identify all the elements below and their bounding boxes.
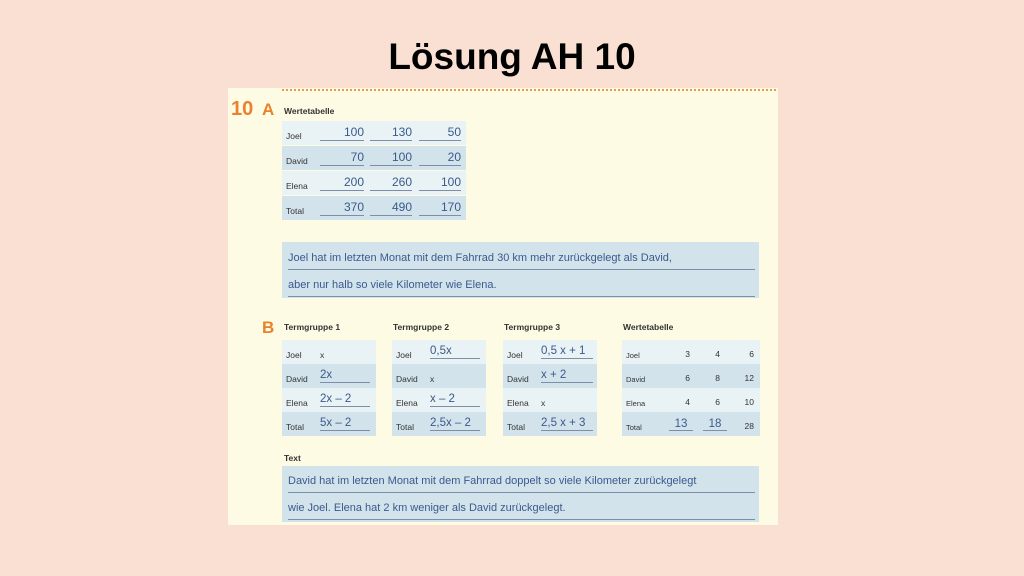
table-cell: 28: [744, 421, 754, 431]
table-cell: 130: [370, 125, 412, 141]
table-cell: 20: [419, 150, 461, 166]
row-label: Total: [507, 422, 525, 432]
table-cell: 200: [320, 175, 364, 191]
table-row: [622, 388, 760, 412]
row-label: David: [626, 375, 646, 384]
part-b-text-heading: Text: [284, 453, 301, 463]
term-value: 2x: [320, 369, 370, 383]
term-value: 2,5x – 2: [430, 417, 480, 431]
table-cell: 10: [744, 397, 754, 407]
table-row: [282, 146, 466, 170]
table-cell: 6: [685, 373, 690, 383]
term-value: 5x – 2: [320, 417, 370, 431]
table-cell: 370: [320, 200, 364, 216]
termgruppe-2-heading: Termgruppe 2: [393, 322, 450, 332]
part-b-letter: B: [262, 318, 275, 337]
table-row: [392, 364, 486, 388]
table-row: [282, 388, 376, 412]
row-label: David: [396, 374, 418, 384]
row-label: David: [286, 156, 308, 166]
table-cell: 4: [715, 349, 720, 359]
row-label: Total: [626, 423, 642, 432]
exercise-number: 10: [231, 98, 254, 120]
term-value: 0,5x: [430, 345, 480, 359]
table-row: [282, 364, 376, 388]
table-cell: 12: [744, 373, 754, 383]
row-label: Elena: [286, 181, 308, 191]
table-row: [392, 340, 486, 364]
table-cell: 100: [370, 150, 412, 166]
table-cell: 13: [669, 418, 693, 431]
table-cell: 6: [749, 349, 754, 359]
table-row: [282, 412, 376, 436]
table-row: [282, 171, 466, 195]
table-row: [622, 364, 760, 388]
row-label: Total: [286, 422, 304, 432]
table-row: [503, 364, 597, 388]
table-row: [392, 388, 486, 412]
answer-line: aber nur halb so viele Kilometer wie Elena.: [288, 274, 755, 297]
row-label: Elena: [507, 398, 529, 408]
table-cell: 260: [370, 175, 412, 191]
table-cell: 100: [320, 125, 364, 141]
row-label: Elena: [396, 398, 418, 408]
table-row: [503, 388, 597, 412]
dotted-divider: [282, 89, 776, 91]
table-cell: 490: [370, 200, 412, 216]
table-row: [282, 121, 466, 145]
table-row: [282, 340, 376, 364]
row-label: Joel: [286, 131, 302, 141]
term-value: 0,5 x + 1: [541, 345, 593, 359]
table-row: [392, 412, 486, 436]
answer-line: wie Joel. Elena hat 2 km weniger als David zurückgelegt.: [288, 497, 755, 520]
row-label: David: [507, 374, 529, 384]
table-row: [503, 412, 597, 436]
part-b-answer-box: [282, 466, 759, 522]
answer-line: David hat im letzten Monat mit dem Fahrrad doppelt so viele Kilometer zurückgelegt: [288, 470, 755, 493]
table-cell: 70: [320, 150, 364, 166]
termgruppe-1-heading: Termgruppe 1: [284, 322, 341, 332]
term-value: x + 2: [541, 369, 593, 383]
row-label: Joel: [286, 350, 302, 360]
table-cell: 3: [685, 349, 690, 359]
part-b-wertetabelle-heading: Wertetabelle: [623, 322, 674, 332]
table-row: [622, 340, 760, 364]
page-title: Lösung AH 10: [388, 36, 636, 77]
row-label: David: [286, 374, 308, 384]
term-value: x: [430, 374, 435, 384]
table-row: [622, 412, 760, 436]
table-row: [282, 196, 466, 220]
table-row: [503, 340, 597, 364]
term-value: x: [320, 350, 325, 360]
table-cell: 4: [685, 397, 690, 407]
row-label: Elena: [626, 399, 646, 408]
row-label: Joel: [396, 350, 412, 360]
term-value: 2x – 2: [320, 393, 370, 407]
row-label: Total: [286, 206, 304, 216]
answer-line: Joel hat im letzten Monat mit dem Fahrrad 30 km mehr zurückgelegt als David,: [288, 247, 755, 270]
term-value: 2,5 x + 3: [541, 417, 593, 431]
row-label: Joel: [507, 350, 523, 360]
termgruppe-3-heading: Termgruppe 3: [504, 322, 561, 332]
table-cell: 8: [715, 373, 720, 383]
table-cell: 170: [419, 200, 461, 216]
term-value: x – 2: [430, 393, 480, 407]
table-cell: 18: [703, 418, 727, 431]
term-value: x: [541, 398, 546, 408]
table-cell: 50: [419, 125, 461, 141]
table-cell: 6: [715, 397, 720, 407]
part-a-answer-box: [282, 242, 759, 298]
part-a-heading: Wertetabelle: [284, 106, 335, 116]
row-label: Total: [396, 422, 414, 432]
row-label: Elena: [286, 398, 308, 408]
row-label: Joel: [626, 351, 640, 360]
part-a-letter: A: [262, 100, 275, 119]
table-cell: 100: [419, 175, 461, 191]
